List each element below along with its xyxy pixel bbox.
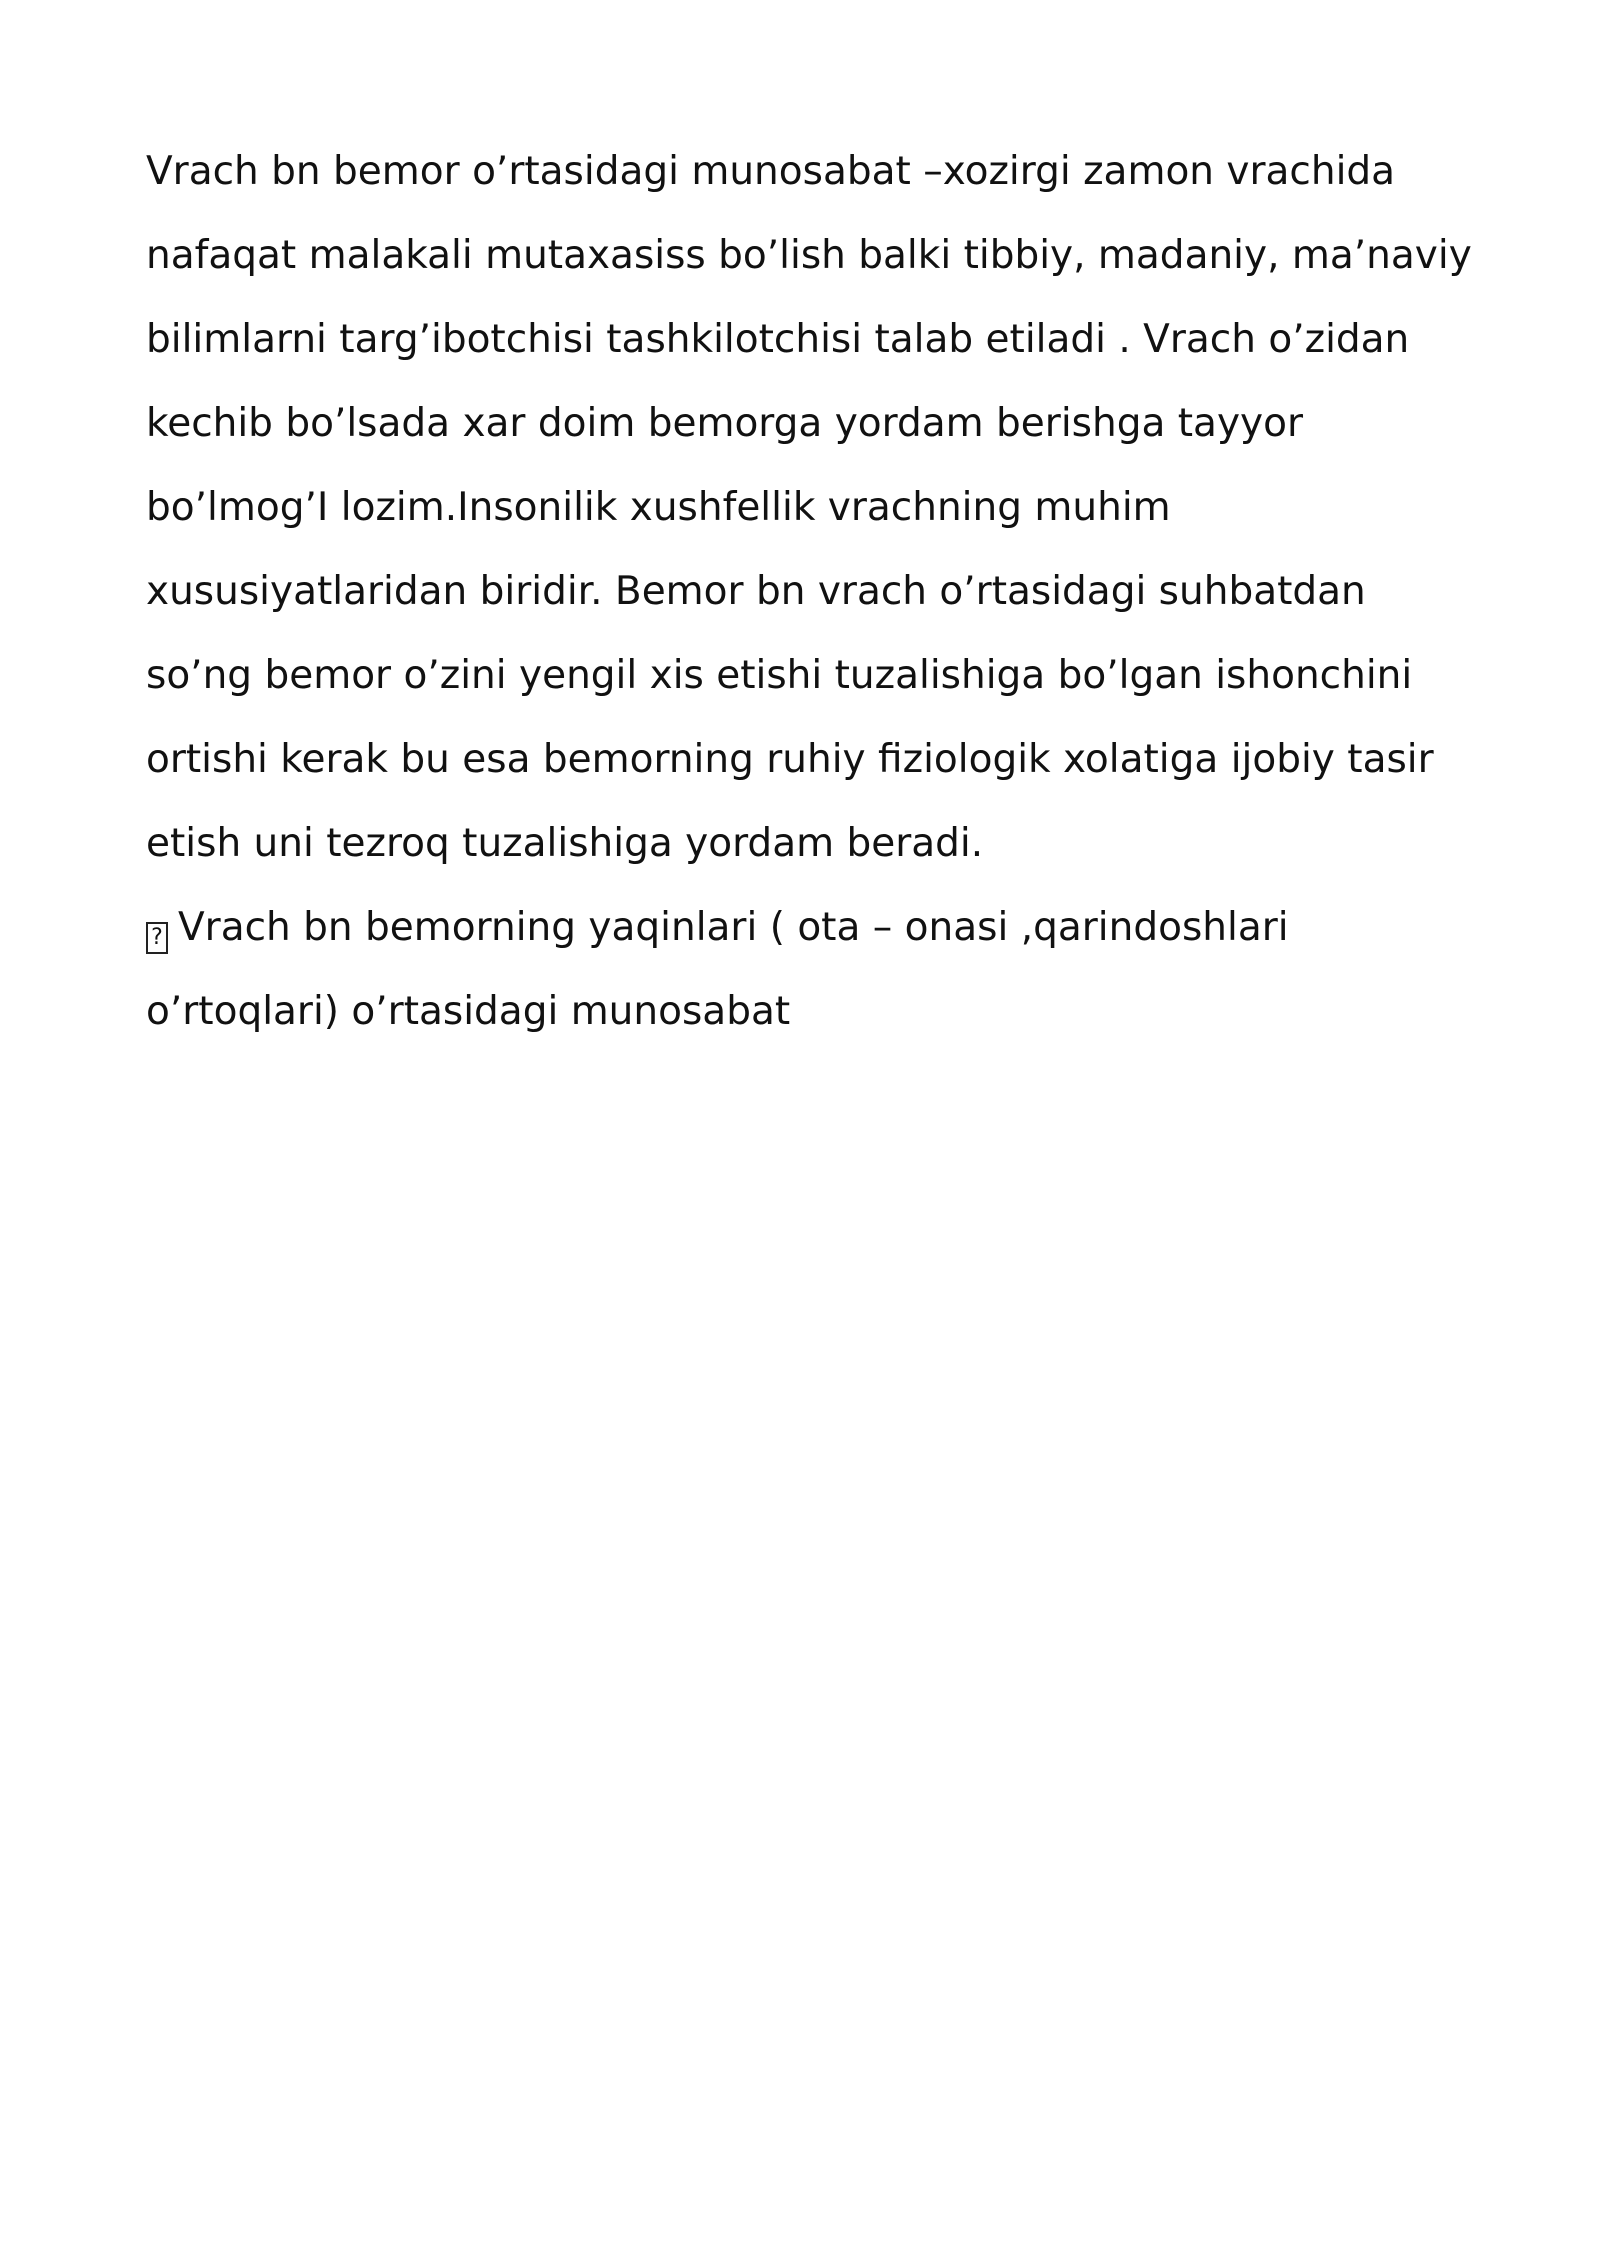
bullet-item-text: Vrach bn bemorning yaqinlari ( ota – onasi ,qarindoshlari: [178, 905, 1289, 950]
paragraph-line-4: kechib bo’lsada xar doim bemorga yordam berishga tayyor: [146, 401, 1303, 446]
missing-glyph-box-icon: ?: [146, 922, 168, 954]
document-body: [146, 130, 1486, 1054]
paragraph-line-9: etish uni tezroq tuzalishiga yordam beradi.: [146, 821, 984, 866]
paragraph-line-7: so’ng bemor o’zini yengil xis etishi tuzalishiga bo’lgan ishonchini: [146, 653, 1413, 698]
paragraph-line-1: Vrach bn bemor o’rtasidagi munosabat –xozirgi zamon vrachida: [146, 149, 1396, 194]
bullet-item-line-2: o’rtoqlari) o’rtasidagi munosabat: [146, 989, 791, 1034]
paragraph-line-6: xususiyatlaridan biridir. Bemor bn vrach o’rtasidagi suhbatdan: [146, 569, 1366, 614]
paragraph-line-8: ortishi kerak bu esa bemorning ruhiy fiziologik xolatiga ijobiy tasir: [146, 737, 1434, 782]
bullet-item-line-1: [146, 886, 1486, 970]
paragraph-line-2: nafaqat malakali mutaxasiss bo’lish balki tibbiy, madaniy, ma’naviy: [146, 233, 1472, 278]
paragraph-line-3: bilimlarni targ’ibotchisi tashkilotchisi talab etiladi . Vrach o’zidan: [146, 317, 1410, 362]
paragraph-line-5: bo’lmog’I lozim.Insonilik xushfellik vrachning muhim: [146, 485, 1171, 530]
